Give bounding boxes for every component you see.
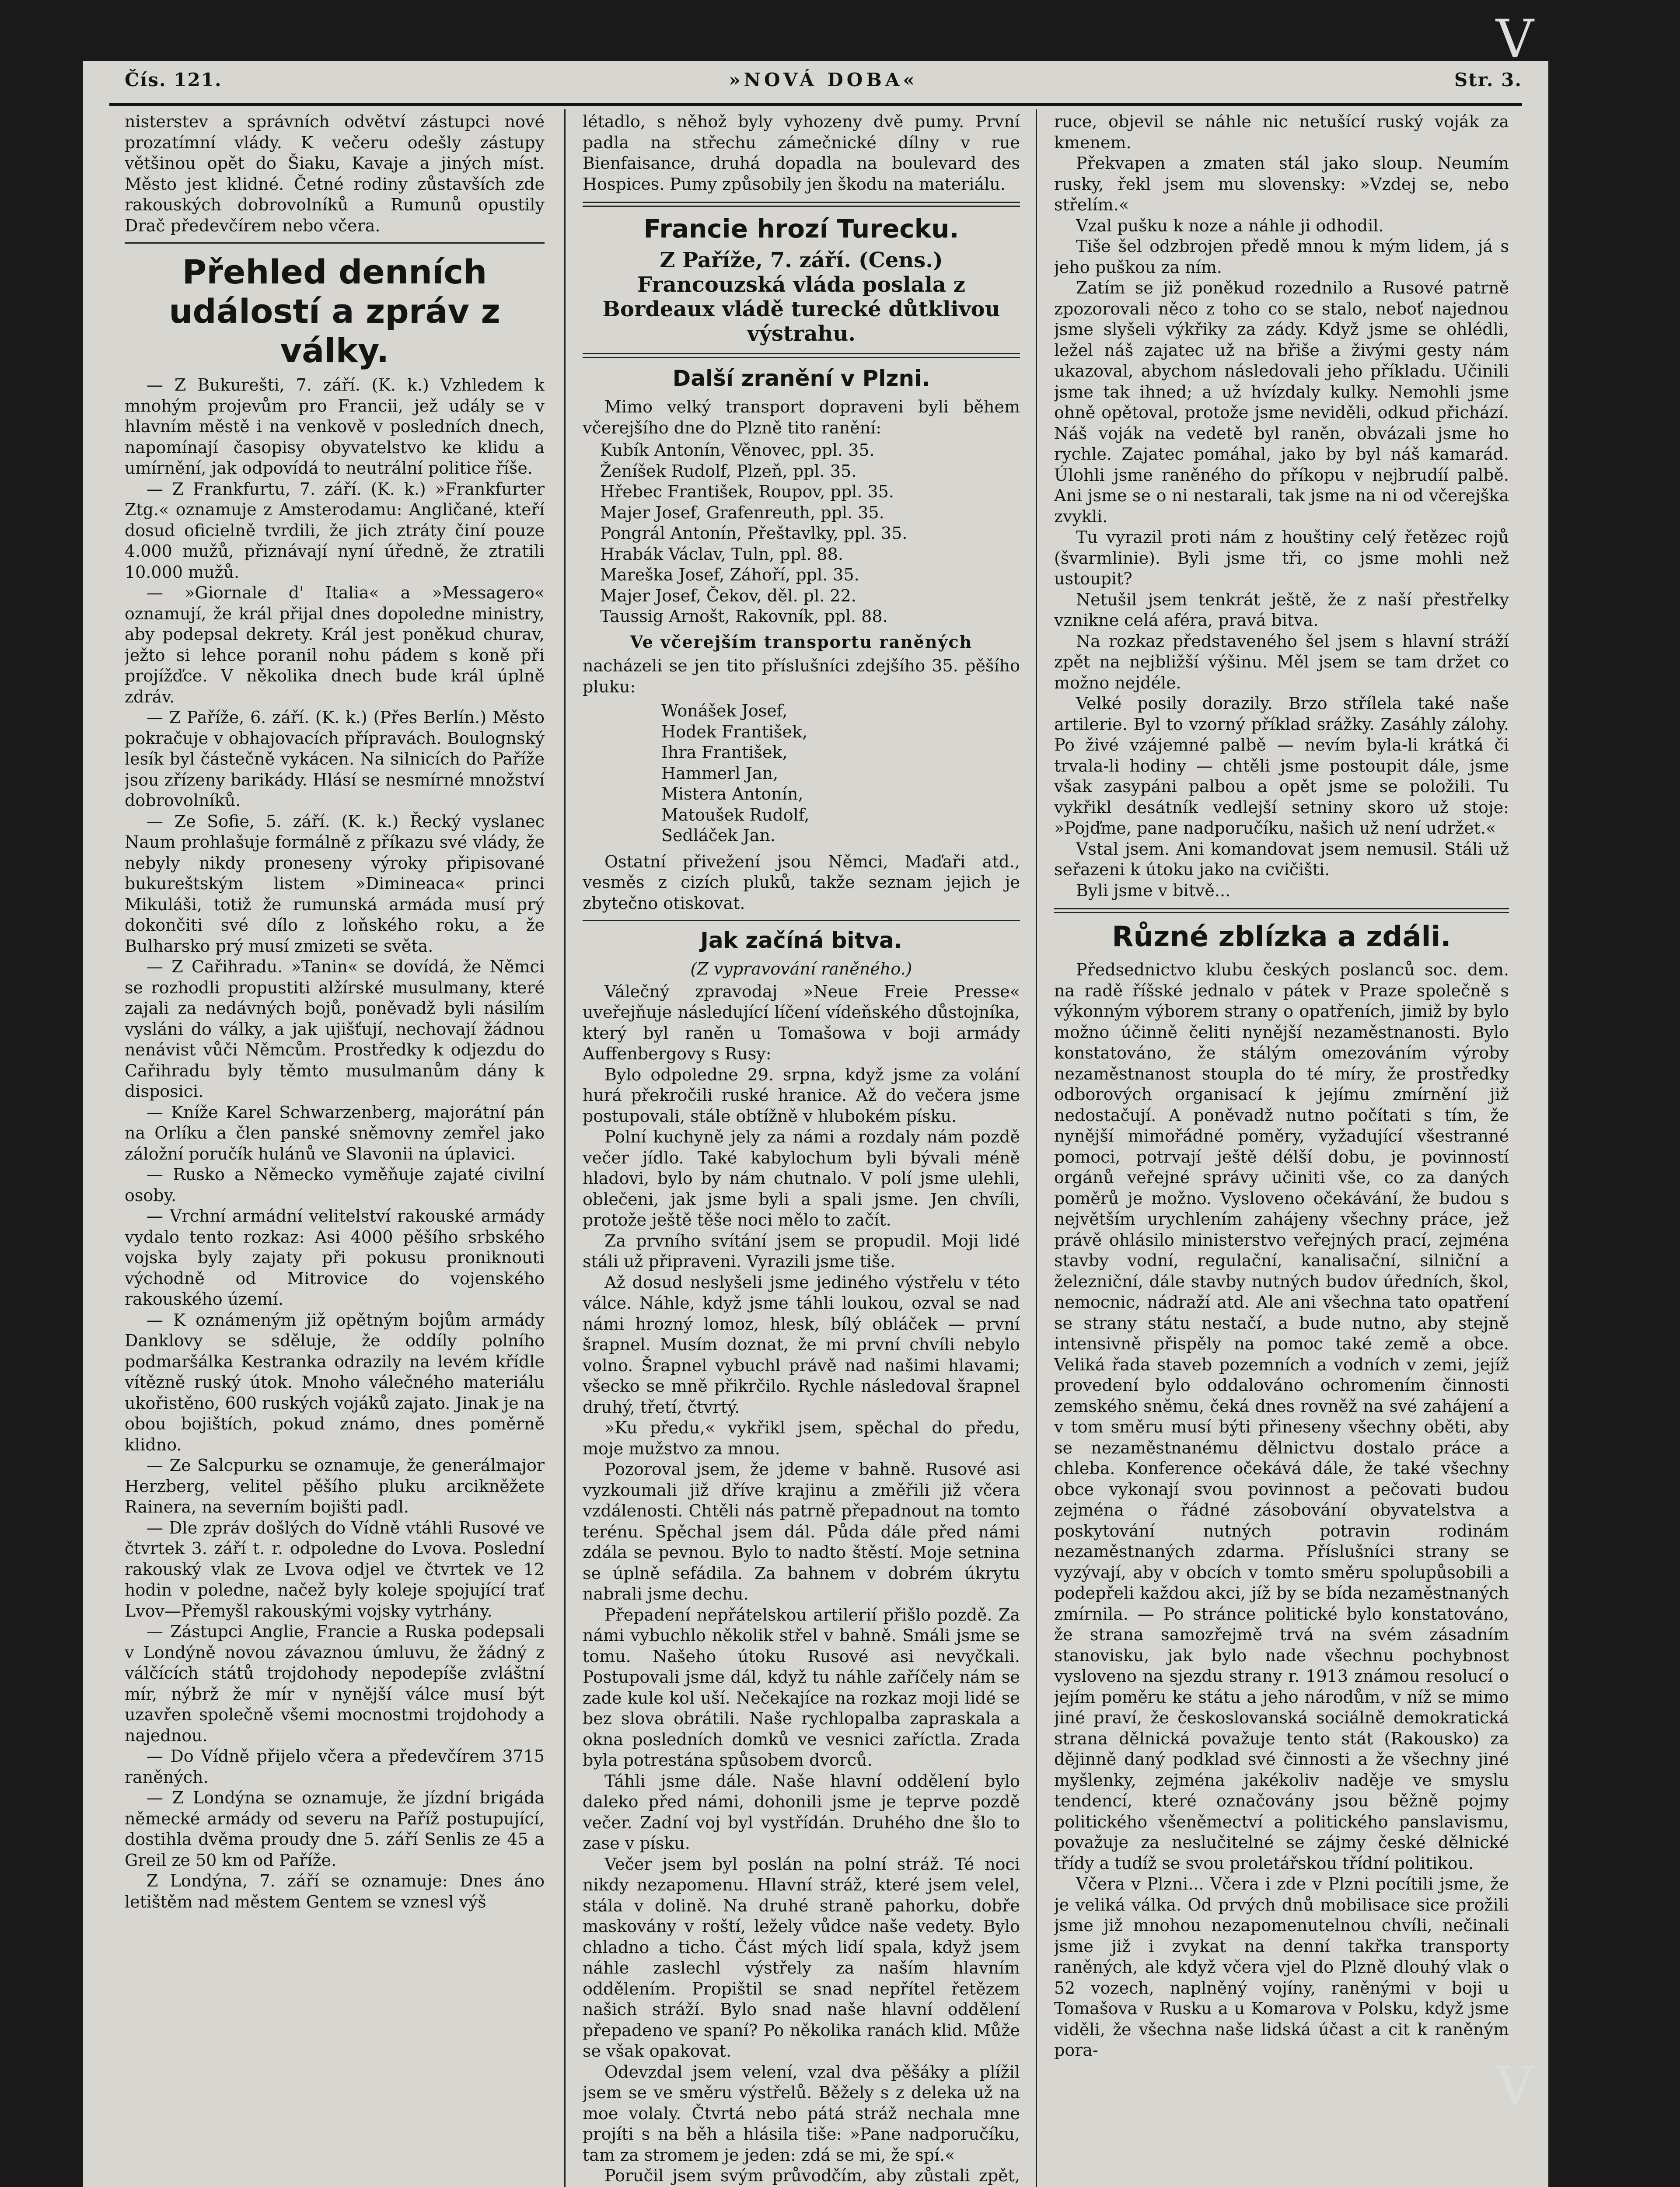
article-text: Zatím se již poněkud rozednilo a Rusové patrně zpozorovali něco z toho co se stalo, neboť najednou jsme slyšeli výkřiky za zády. Když jsme se ohlédli, ležel náš zajatec už na břiše a živými gesty nám ukazoval, abychom následovali jeho příkladu. Učinili jsme tak ihned; a už hvízdaly kulky. Nemohli jsme ohně opětoval, protože jsme neviděli, odkud přichází. Náš voják na vedetě byl raněn, obvázali jsme ho rychle. Zajatec pomáhal, jako by byl náš kamarád. Úlohli jsme raněného do příkopu v nejbrudíí palbě. Ani jsme se o ni nestarali, tak jsme na ni od včerejška zvykli.	[1054, 278, 1509, 526]
article-text: nisterstev a správních odvětví zástupci nové prozatímní vlády. K večeru odešly zástupy většinou opět do Šiaku, Kavaje a jiných míst. Město jest klidné. Četné rodiny zůstavších zde rakouských dobrovolníků a Rumunů opustily Drač předevčírem nebo včera.	[125, 112, 545, 235]
list-item: Ženíšek Rudolf, Plzeň, ppl. 35.	[600, 461, 857, 481]
news-item: — »Giornale d' Italia« a »Messagero« oznamují, že král přijal dnes dopoledne ministry, aby podepsal dekrety. Král jest poněkud churav, ježto si lehce poranil nohu pádem s koně při projížďce. V několika dnech bude král úplně zdráv.	[125, 583, 545, 706]
article-text: Přepadení nepřátelskou artilerií přišlo pozdě. Za námi vybuchlo několik střel v bahně. Smáli jsme se tomu. Našeho útoku Rusové asi nevyčkali. Postupovali jsme dál, když tu náhle zaříčely nám se zade kule kol uší. Nečekajíce na rozkaz moji lidé se bez slova obrátili. Naše rychlopalba zapraskala a okna posledních domků ve vesnici zaříctla. Zrada byla potrestána spůsobem dvorců.	[583, 1605, 1020, 1770]
article-text: Polní kuchyně jely za námi a rozdaly nám pozdě večer jídlo. Také kabylochum byli bývali méně hladovi, bylo by nám chutnalo. V polí jsme ulehli, oblečeni, jak jsme byli a spali jsme. Jen chvíli, protože ještě těše noci mělo to začít.	[583, 1127, 1020, 1230]
article-text: Tu vyrazil proti nám z houštiny celý řetězec rojů (švarmlinie). Byli jsme tři, co jsme mohli než ustoupit?	[1054, 528, 1509, 588]
list-item: Matoušek Rudolf,	[661, 805, 810, 824]
divider	[583, 920, 1020, 921]
divider	[1054, 908, 1509, 913]
article-text: nacházeli se jen tito příslušníci zdejšího 35. pěšího pluku:	[583, 656, 1020, 696]
article-text: Večer jsem byl poslán na polní stráž. Té noci nikdy nezapomenu. Hlavní stráž, které jsem velel, stála v dolině. Na druhé straně pahorku, dobře maskovány v roští, ležely vůdce naše vedety. Bylo chladno a ticho. Část mých lidí spala, když jsem náhle zaslechl výstřely za naším hlavním oddělením. Propištil se snad nepřítel řetězem našich stráží. Bylo snad naše hlavní oddělení přepadeno ve spaní? Po několika ranách klid. Může se však opakovat.	[583, 1854, 1020, 2061]
column-2	[583, 112, 1020, 2187]
list-item: Taussig Arnošt, Rakovník, ppl. 88.	[600, 607, 888, 626]
article-text: Netušil jsem tenkrát ještě, že z naší přestřelky vznikne celá aféra, pravá bitva.	[1054, 590, 1509, 630]
news-item: — Vrchní armádní velitelství rakouské armády vydalo tento rozkaz: Asi 4000 pěšího srbského vojska byly zajaty při pokusu proniknouti východně od Mitrovice do vojenského rakouského území.	[125, 1206, 545, 1309]
subheading: Ve včerejším transportu raněných	[630, 632, 973, 652]
article-text: Včera v Plzni... Včera i zde v Plzni pocítili jsme, že je veliká válka. Od prvých dnů mobilisace sice prožili jsme již mnohou nezapomenutelnou chvíli, nečinali jsme již i zvykat na denní takřka transporty raněných, ale když včera vjel do Plzně dlouhý vlak o 52 vozech, naplněný vojíny, raněnými v boji u Tomašova v Rusku a u Komarova v Polsku, když jsme viděli, že všechna naše lidská účast a cit k raněným pora-	[1054, 1874, 1509, 2060]
divider	[125, 242, 545, 244]
wounded-list	[600, 440, 1020, 627]
section-heading: Různé zblízka a zdáli.	[1112, 921, 1451, 953]
list-item: Wonášek Josef,	[661, 701, 788, 720]
news-item: — Zástupci Anglie, Francie a Ruska podepsali v Londýně novou závaznou úmluvu, že žádný z válčících států trojdohody nepodepíše zvláštní mír, nýbrž že mír v nynější válce musí být uzavřen společně všemi mocnostmi trojdohody a najednou.	[125, 1622, 545, 1745]
list-item: Mareška Josef, Záhoří, ppl. 35.	[600, 565, 859, 584]
article-text: Za prvního svítání jsem se propudil. Moji lidé stáli už připraveni. Vyrazili jsme tiše.	[583, 1231, 1020, 1271]
list-item: Kubík Antonín, Věnovec, ppl. 35.	[600, 440, 875, 460]
list-item: Majer Josef, Čekov, děl. pl. 22.	[600, 586, 856, 605]
divider	[583, 202, 1020, 207]
column-1	[125, 112, 545, 2187]
pencil-mark: V	[1496, 9, 1534, 70]
column-3	[1054, 112, 1509, 2187]
article-subtitle: (Z vypravování raněného.)	[690, 959, 912, 978]
article-text: ruce, objevil se náhle nic netušící ruský voják za kmenem.	[1054, 112, 1509, 152]
article-text: Válečný zpravodaj »Neue Freie Presse« uveřejňuje následující líčení vídeňského důstojníka, který byl raněn u Tomašowa v boji armády Auffenbergovy s Rusy:	[583, 982, 1020, 1063]
news-item: — Dle zpráv došlých do Vídně vtáhli Rusové ve čtvrtek 3. září t. r. odpoledne do Lvova. Poslední rakouský vlak ze Lvova odjel ve čtvrtek ve 12 hodin v poledne, načež byly koleje spojující trať Lvov—Přemyšl rakouskými vojsky vytrhány.	[125, 1518, 545, 1621]
page-number: Str. 3.	[1454, 69, 1522, 91]
article-text: Překvapen a zmaten stál jako sloup. Neumím rusky, řekl jsem mu slovensky: »Vzdej se, nebo střelím.«	[1054, 154, 1509, 214]
article-text: Táhli jsme dále. Naše hlavní oddělení bylo daleko před námi, dohonili jsme je teprve pozdě večer. Zadní voj byl vystřídán. Druhého dne šlo to zase v písku.	[583, 1771, 1020, 1853]
article-heading: Jak začíná bitva.	[700, 928, 902, 953]
news-item: — Ze Sofie, 5. září. (K. k.) Řecký vyslanec Naum prohlašuje formálně z příkazu své vlády, že nebyly nikdy proneseny výroky připisované bukureštským listem »Dimineaca« princi Mikuláši, totiž že rumunská armáda musí prý dokončiti své dílo z loňského roku, a že Bulharsko prý musí zmizeti se světa.	[125, 811, 545, 956]
divider	[583, 353, 1020, 358]
news-item: — Z Paříže, 6. září. (K. k.) (Přes Berlín.) Město pokračuje v obhajovacích přípravách. Boulognský lesík byl částečně vykácen. Na silnicích do Paříže jsou zřízeny barikády. Hlásí se nesmírné množství dobrovolníků.	[125, 708, 545, 810]
article-text: Na rozkaz představeného šel jsem s hlavní stráží zpět na nejbližší výšinu. Měl jsem se tam držet co možno nejdéle.	[1054, 631, 1509, 692]
news-item: — Rusko a Německo vyměňuje zajaté civilní osoby.	[125, 1165, 545, 1205]
masthead-rule	[109, 103, 1522, 106]
article-heading: Francie hrozí Turecku.	[643, 214, 959, 244]
article-text: Odevzdal jsem velení, vzal dva pěšáky a plížil jsem se ve směru výstřelů. Běžely s z deleka už na moe volaly. Čtvrtá nebo pátá stráž nechala mne projíti s na běh a hlásila tiše: »Pane nadporučíku, tam za stromem je jeden: zdá se mi, že spí.«	[583, 2062, 1020, 2165]
article-text: Mimo velký transport dopraveni byli během včerejšího dne do Plzně tito ranění:	[583, 397, 1020, 437]
list-item: Sedláček Jan.	[661, 826, 775, 845]
news-item: — Ze Salcpurku se oznamuje, že generálmajor Herzberg, velitel pěšího pluku arcikněžete Rainera, na severním bojišti padl.	[125, 1456, 545, 1516]
column-divider	[1036, 109, 1037, 2187]
article-text: Předsednictvo klubu českých poslanců soc. dem. na radě říšské jednalo v pátek v Praze společně s výkonným výborem strany o opatřeních, jimiž by bylo možno účinně čeliti nynější nezaměstnanosti. Bylo konstatováno, že stálým omezováním výroby nezaměstnanost stoupla do té míry, že prostředky odborových organisací k jejímu zmírnění již nedostačují. A poněvadž nutno počítati s tím, že nynější mimořádné poměry, vyžadující všestranné pomoci, potrvají ještě délší dobu, je povinností orgánů veřejné správy učiniti vše, co za daných poměrů je možno. Vysloveno očekávání, že budou s největším urychlením zahájeny všechny práce, jež právě ohlásilo ministerstvo veřejných prací, zejména stavby vodní, regulační, kanalisační, silniční a železniční, dále stavby nutných budov úředních, škol, nemocnic, nádraží atd. Ale ani všechna tato opatření se strany státu nestačí, a bude nutno, aby stejně intensivně přispěly na pomoc také země a obce. Veliká řada staveb pozemních a vodních v zemi, jejíž provedení bylo oddalováno ochromením činnosti zemského sněmu, čeká dnes rovněž na své zahájení a v tom směru musí býti přineseny všechny oběti, aby se nezaměstnanému dělnictvu dostalo práce a chleba. Konference očekává dále, že také všechny obce vykonají svou povinnost a pečovati budou zejména o řádné zásobování obyvatelstva a poskytování nutných potravin rodinám nezaměstnaných zdarma. Příslušníci strany se vyzývají, aby v obcích v tomto směru spolupůsobili a podepřeli každou akci, jíž by se bída nezaměstnaných zmírnila. — Po stránce politické bylo konstatováno, že strana samozřejmě trvá na svém zásadním stanovisku, jak bylo nade všechnu pochybnost vysloveno na sjezdu strany r. 1913 známou resolucí o jejím poměru ke státu a jeho národům, v níž se mimo jiné praví, že českoslovanská sociálně demokratická strana dělnická považuje tento stát (Rakousko) za dějinně daný podklad své činnosti a že všechny jiné myšlenky, zejména jakékoliv naděje ve smyslu tendencí, které označovány jsou běžně pojmy politického všeněmectví a politického panslavismu, považuje za neslučitelné se zájmy české dělnické třídy a tudíž se svou proletářskou třídní politikou.	[1054, 960, 1509, 1873]
news-item: — Do Vídně přijelo včera a předevčírem 3715 raněných.	[125, 1747, 545, 1787]
article-text: Bylo odpoledne 29. srpna, když jsme za volání hurá překročili ruské hranice. Až do večera jsme postupovali, stále obtížně v hlubokém písku.	[583, 1065, 1020, 1126]
list-item: Hřebec František, Roupov, ppl. 35.	[600, 482, 894, 501]
masthead	[125, 69, 1522, 100]
article-text: Tiše šel odzbrojen předě mnou k mým lidem, já s jeho puškou za ním.	[1054, 237, 1509, 277]
article-text: létadlo, s něhož byly vyhozeny dvě pumy. První padla na střechu zámečnické dílny v rue Bienfaisance, druhá dopadla na boulevard des Hospices. Pumy způsobily jen škodu na materiálu.	[583, 112, 1020, 194]
list-item: Pongrál Antonín, Přeštavlky, ppl. 35.	[600, 524, 908, 543]
names-list	[661, 701, 1020, 846]
article-text: Vstal jsem. Ani komandovat jsem nemusil. Stáli už seřazeni k útoku jako na cvičišti.	[1054, 839, 1509, 879]
article-text: Byli jsme v bitvě...	[1076, 880, 1231, 900]
list-item: Hammerl Jan,	[661, 763, 779, 783]
issue-number: Čís. 121.	[125, 69, 222, 91]
newspaper-page	[83, 61, 1548, 2187]
newspaper-title: »NOVÁ DOBA«	[729, 69, 918, 91]
pencil-mark: V	[1496, 2056, 1534, 2117]
article-heading: Další zranění v Plzni.	[672, 366, 930, 391]
list-item: Ihra František,	[661, 743, 788, 762]
news-item: — Z Cařihradu. »Tanin« se dovídá, že Němci se rozhodli propustiti alžírské musulmany, které zajali za nedávných bojů, poněvadž byli násilím vysláni do války, a jak ujišťují, nechovají žádnou nenávist vůči Němcům. Prostředky k odjezdu do Cařihradu byly těmto musulmanům dány k disposici.	[125, 957, 545, 1101]
list-item: Mistera Antonín,	[661, 784, 803, 804]
news-item: — Z Bukurešti, 7. září. (K. k.) Vzhledem k mnohým projevům pro Francii, jež udály se v hlavním městě i na venkově v posledních dnech, napomínají časopisy obyvatelstvo ke klidu a umírnění, jak odpovídá to neutrální politice říše.	[125, 375, 545, 478]
article-text: Až dosud neslyšeli jsme jediného výstřelu v této válce. Náhle, když jsme táhli loukou, ozval se nad námi hrozný lomoz, hlesk, bílý obláček — první šrapnel. Musím doznat, že mi první chvíli nebylo volno. Šrapnel vybuchl právě nad našimi hlavami; všecko se mně přikrčilo. Rychle následoval šrapnel druhý, třetí, čtvrtý.	[583, 1272, 1020, 1417]
news-item: — Kníže Karel Schwarzenberg, majorátní pán na Orlíku a člen panské sněmovny zemřel jako záložní poručík hulánů ve Slavonii na úplavici.	[125, 1102, 545, 1163]
article-text: »Ku předu,« vykřikl jsem, spěchal do předu, moje mužstvo za mnou.	[583, 1418, 1020, 1458]
column-divider	[564, 109, 566, 2187]
news-item: — Z Londýna se oznamuje, že jízdní brigáda německé armády od severu na Paříž postupující, dostihla dvěma proudy dne 5. září Senlis ze 45 a Greil ze 50 km od Paříže.	[125, 1788, 545, 1870]
news-item: — K oznámeným již opětným bojům armády Danklovy se sděluje, že oddíly polního podmaršálka Kestranka odrazily na levém křídle vítězně ruský útok. Mnoho válečného materiálu ukořistěno, 600 ruských vojáků zajato. Jinak je na obou bojištích, pokud známo, dnes poměrně klidno.	[125, 1310, 545, 1454]
list-item: Hrabák Václav, Tuln, ppl. 88.	[600, 544, 843, 564]
article-text: Velké posily dorazily. Brzo střílela také naše artilerie. Byl to vzorný příklad srážky. Zasáhly zálohy. Po živé vzájemné palbě — nevím byla-li krátká či trvala-li hodiny — chtěli jsme postoupit dále, jsme však zasypáni palbou a opět jsme se položili. Tu vykřikl desátník vedlejší setniny skoro už stoje: »Pojďme, pane nadporučíku, našich už není udržet.«	[1054, 694, 1509, 838]
article-text: Poručil jsem svým průvodčím, aby zůstali zpět,	[604, 2166, 1020, 2185]
section-heading: Přehled denních událostí a zpráv z války.	[169, 252, 500, 370]
list-item: Majer Josef, Grafenreuth, ppl. 35.	[600, 503, 884, 522]
news-item: — Z Frankfurtu, 7. září. (K. k.) »Frankfurter Ztg.« oznamuje z Amsterodamu: Angličané, kteří dosud oficielně tvrdili, že jich ztráty činí pouze 4.000 mužů, přiznávají nyní úředně, že ztratili 10.000 mužů.	[125, 479, 545, 582]
list-item: Hodek František,	[661, 722, 808, 741]
article-text: Pozoroval jsem, že jdeme v bahně. Rusové asi vyzkoumali již dříve krajinu a změřili již včera vzdálenosti. Chtěli nás patrně přepadnout na tomto terénu. Spěchal jsem dál. Půda dále před námi zdála se pevnou. Bylo to nadto štěstí. Moje setnina se úplně sefádila. Za bahnem v dobrém úkrytu nabrali jsme dechu.	[583, 1460, 1020, 1604]
article-text: Ostatní přivežení jsou Němci, Maďaři atd., vesměs z cizích pluků, takže seznam jejich je zbytečno otiskovat.	[583, 852, 1020, 913]
article-lead: Z Paříže, 7. září. (Cens.) Francouzská vláda poslala z Bordeaux vládě turecké důtklivou výstrahu.	[602, 248, 1000, 346]
article-text: Vzal pušku k noze a náhle ji odhodil.	[1076, 216, 1384, 235]
news-item: Z Londýna, 7. září se oznamuje: Dnes áno letištěm nad městem Gentem se vznesl výš	[125, 1871, 545, 1911]
